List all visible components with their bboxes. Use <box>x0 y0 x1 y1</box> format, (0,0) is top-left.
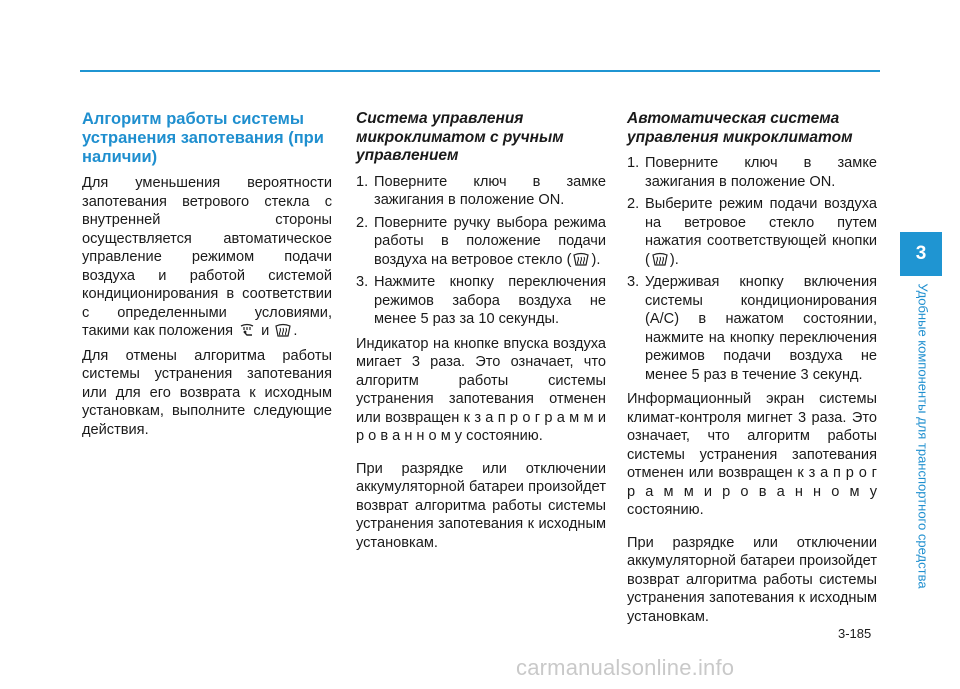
list-item <box>627 154 877 191</box>
paragraph: Для отмены алгоритма работы системы устранения запотевания или для его возврата к исходным установкам, выполните следующие действия. <box>82 347 332 438</box>
step-number: 2. <box>627 196 640 212</box>
section-heading: Алгоритм работы системы устранения запотевания (при наличии) <box>82 110 324 166</box>
paragraph <box>82 174 332 341</box>
step-text: Поверните ключ в замке зажигания в положение ON. <box>645 155 877 190</box>
column-defog-logic <box>82 110 332 445</box>
column-auto-climate <box>627 110 877 632</box>
column-manual-climate <box>356 110 606 558</box>
conjunction-text: и <box>261 323 270 339</box>
chapter-tab: 3 <box>900 232 942 276</box>
steps-list <box>356 173 606 329</box>
paragraph: Индикатор на кнопке впуска воздуха мигает 3 раза. Это означает, что алгоритм работы системы устранения запотевания отменен или возвращен к з а п р о г р а м м и р о в а н н о м у состоянию. <box>356 335 606 444</box>
windshield-defrost-icon <box>573 252 589 266</box>
step-text: Нажмите кнопку переключения режимов забора воздуха не менее 5 раз за 10 секунды. <box>374 274 606 327</box>
step-number: 1. <box>356 173 369 190</box>
step-text: Удерживая кнопку включения системы кондиционирования (A/C) в нажатом состоянии, нажмите на кнопку переключения режимов подачи воздуха не менее 5 раз в течение 3 секунд. <box>645 274 877 383</box>
paragraph-text: Для уменьшения вероятности запотевания ветрового стекла с внутренней стороны осуществляется автоматическое управление режимом подачи воздуха и работой системой кондиционирования в соответствии с определенными условиями, такими как положения <box>82 175 332 339</box>
list-item <box>356 173 606 210</box>
step-text-end: ). <box>591 251 601 268</box>
step-text: Выберите режим подачи воздуха на ветровое стекло путем нажатия соответствующей кнопки ( <box>645 196 877 268</box>
step-number: 2. <box>356 214 369 231</box>
step-number: 1. <box>627 155 640 171</box>
chapter-title: Удобные компоненты для транспортного средства <box>915 283 931 589</box>
floor-defrost-icon <box>239 323 255 337</box>
paragraph: При разрядке или отключении аккумуляторной батареи произойдет возврат алгоритма работы системы устранения запотевания к исходным установкам. <box>627 534 877 625</box>
watermark-text: carmanualsonline.info <box>516 655 735 680</box>
period-text: . <box>293 323 298 339</box>
windshield-defrost-icon <box>652 252 668 266</box>
step-text: Поверните ключ в замке зажигания в положение ON. <box>374 173 606 208</box>
step-number: 3. <box>356 274 369 290</box>
step-number: 3. <box>627 274 640 290</box>
paragraph: Информационный экран системы климат-контроля мигнет 3 раза. Это означает, что алгоритм работы системы устранения запотевания отменен или возвращен к з а п р о г р а м м и р о в а н н о м у состоянию. <box>627 391 877 518</box>
section-heading: Автоматическая система управления микроклиматом <box>627 110 853 146</box>
step-text-end: ). <box>669 251 679 268</box>
list-item <box>627 195 877 269</box>
section-heading: Система управления микроклиматом с ручным управлением <box>356 110 564 164</box>
list-item <box>356 273 606 329</box>
header-rule <box>80 70 880 72</box>
list-item <box>356 214 606 270</box>
page-number: 3-185 <box>838 626 872 641</box>
paragraph: При разрядке или отключении аккумуляторной батареи произойдет возврат алгоритма работы системы устранения запотевания к исходным установкам. <box>356 460 606 551</box>
step-text: Поверните ручку выбора режима работы в положение подачи воздуха на ветровое стекло ( <box>374 214 606 268</box>
steps-list <box>627 154 877 384</box>
list-item <box>627 273 877 384</box>
windshield-defrost-icon <box>275 323 291 337</box>
